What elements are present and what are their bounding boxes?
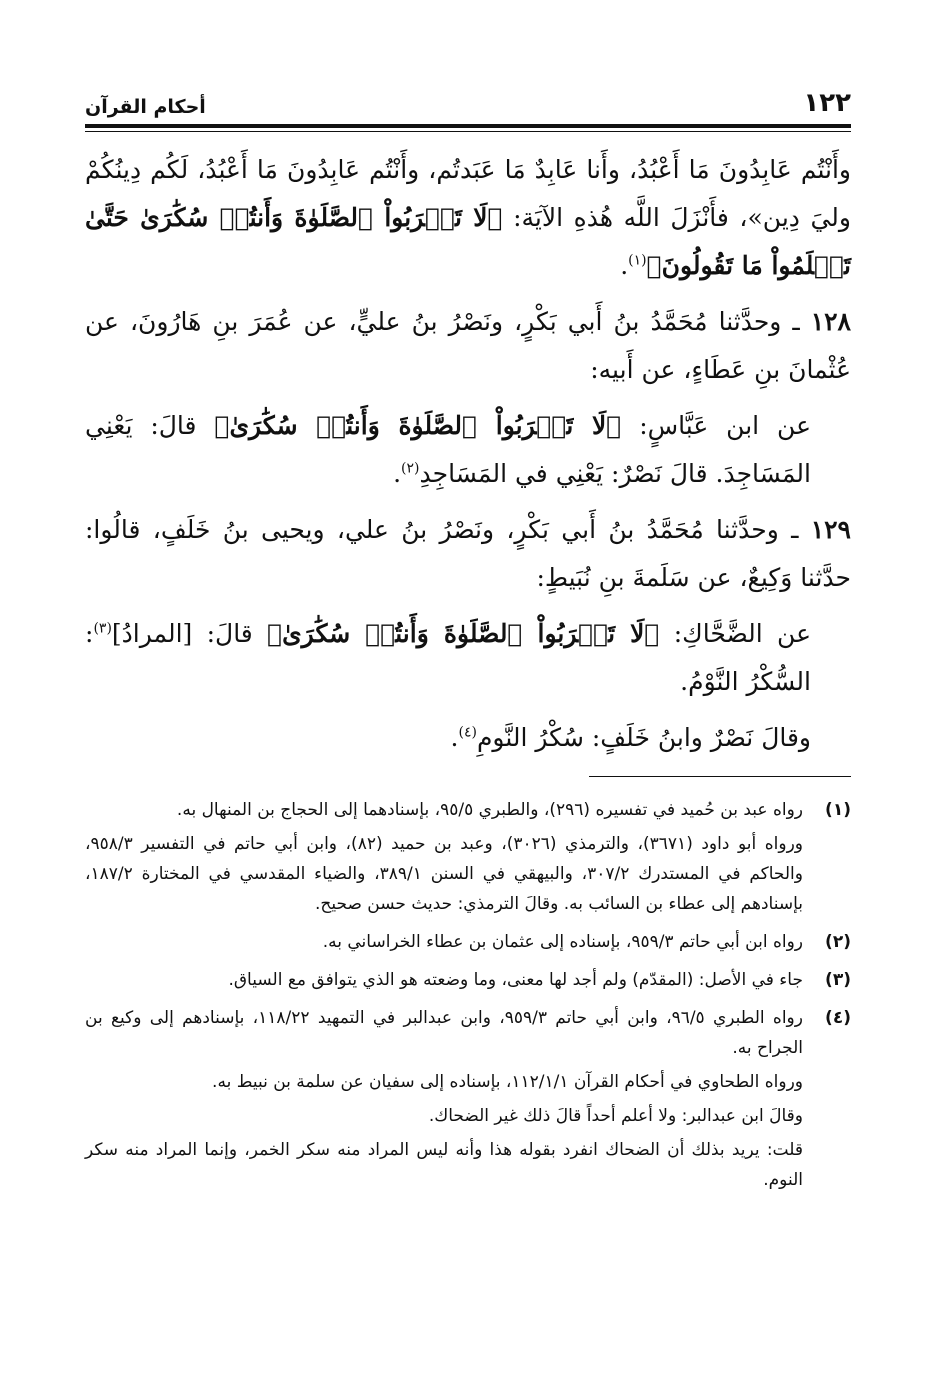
narration-129-text — [85, 610, 851, 706]
footnote — [85, 927, 851, 961]
matn-text: عن الضَّحَّاكِ: — [673, 619, 811, 648]
matn-text: عن ابن عَبَّاسٍ: — [639, 411, 811, 440]
quran-verse: ﴿لَا تَقۡرَبُواْ ٱلصَّلَوٰةَ وَأَنتُمۡ سُكَٰرَىٰ حَتَّىٰ تَعۡلَمُواْ مَا تَقُولُونَ﴾ — [85, 203, 851, 280]
paragraph-continuation — [85, 146, 851, 290]
narration-128-header — [85, 298, 851, 394]
paragraph-end: . — [450, 723, 459, 752]
footnotes — [85, 795, 851, 1199]
book-page — [85, 78, 851, 1203]
book-title: أحكام القرآن — [85, 96, 206, 118]
footnote-ref: (٤) — [458, 724, 477, 741]
footnote-body — [85, 795, 803, 923]
footnote-number: (٣) — [825, 970, 851, 990]
footnote-ref: (٣) — [93, 620, 112, 637]
quran-verse: ﴿لَا تَقۡرَبُواْ ٱلصَّلَوٰةَ وَأَنتُمۡ سُكَٰرَىٰ﴾ — [214, 411, 622, 440]
matn-text: وقالَ نَصْرٌ وابنُ خَلَفٍ: سُكْرُ النَّومِ — [476, 723, 811, 752]
matn-text: قالَ: يَعْنِي المَسَاجِدَ. قالَ نَصْرٌ: يَعْنِي في المَسَاجِدِ — [85, 411, 811, 488]
narration-number: ١٢٩ — [810, 515, 851, 544]
matn-text: قالَ: [المرادُ] — [111, 619, 253, 648]
footnote-body — [85, 1003, 803, 1199]
running-head — [85, 78, 851, 118]
footnote-body — [85, 965, 803, 999]
footnote-ref: (١) — [628, 252, 647, 269]
footnote — [85, 965, 851, 999]
header-rule-thin — [85, 131, 851, 132]
narration-128-text — [85, 402, 851, 498]
footnote-text: رواه عبد بن حُميد في تفسيره (٢٩٦)، والطبري ٩٥/٥، بإسنادهما إلى الحجاج بن المنهال به. — [176, 800, 803, 820]
isnad-text: ـ وحدَّثنا مُحَمَّدُ بنُ أَبي بَكْرٍ، ونَصْرُ بنُ عليٍّ، عن عُمَرَ بنِ هَارُونَ، عن عُثْمانَ بنِ عَطَاءٍ، عن أَبيه: — [85, 307, 851, 384]
paragraph-text: وأَنْتُم عَابِدُونَ مَا أَعْبُدُ، وأَنا عَابِدٌ مَا عَبَدتُم، وأَنْتُم عَابِدُونَ مَا أَعْبُدُ، لَكُم دِينُكُمْ وليَ دِين»، فأَنْزَلَ اللَّه هُذهِ الآيَة: — [85, 155, 851, 232]
closing-paragraph — [85, 714, 851, 762]
footnote-ref: (٢) — [401, 460, 420, 477]
main-text — [85, 146, 851, 762]
header-rule-thick — [85, 124, 851, 128]
footnote — [85, 1003, 851, 1199]
isnad-text: ـ وحدَّثنا مُحَمَّدُ بنُ أَبي بَكْرٍ، ونَصْرُ بنُ علي، ويحيى بنُ خَلَفٍ، قالُوا: حدَّثنا وَكِيعٌ، عن سَلَمةَ بنِ نُبَيطٍ: — [85, 515, 851, 592]
footnote-number: (٢) — [825, 932, 851, 952]
page-number: ١٢٢ — [803, 88, 851, 118]
narration-number: ١٢٨ — [810, 307, 851, 336]
footnote-text: جاء في الأصل: (المقدّم) ولم أجد لها معنى، وما وضعته هو الذي يتوافق مع السياق. — [228, 970, 803, 990]
footnote-text: ورواه الطحاوي في أحكام القرآن ١١٢/١/١، بإسناده إلى سفيان عن سلمة بن نبيط به. — [212, 1072, 803, 1092]
paragraph-end: . — [620, 251, 629, 280]
footnote-text: رواه الطبري ٩٦/٥، وابن أبي حاتم ٩٥٩/٣، وابن عبدالبر في التمهيد ١١٨/٢٢، بإسنادهم إلى وكيع بن الجراح به. — [85, 1008, 803, 1058]
quran-verse: ﴿لَا تَقۡرَبُواْ ٱلصَّلَوٰةَ وَأَنتُمۡ سُكَٰرَىٰ﴾ — [267, 619, 660, 648]
footnote-text: رواه ابن أبي حاتم ٩٥٩/٣، بإسناده إلى عثمان بن عطاء الخراساني به. — [322, 932, 803, 952]
footnote-body — [85, 927, 803, 961]
footnote-number: (١) — [825, 800, 851, 820]
paragraph-end: . — [393, 459, 402, 488]
matn-text: : السُّكْرُ النَّوْمُ. — [85, 619, 811, 696]
footnote-number: (٤) — [825, 1008, 851, 1028]
footnote — [85, 795, 851, 923]
narration-129-header — [85, 506, 851, 602]
footnote-text: ورواه أبو داود (٣٦٧١)، والترمذي (٣٠٢٦)، وعبد بن حميد (٨٢)، وابن أبي حاتم في التفسير ٩٥٨/٣، والحاكم في المستدرك ٣٠٧/٢، والبيهقي في السنن ٣٨٩/١، والضياء المقدسي في المختارة ١٨٧/٢، بإسنادهم إلى عطاء بن السائب به. وقالَ الترمذي: حديث حسن صحيح. — [85, 834, 803, 914]
footnote-separator — [589, 776, 851, 777]
footnote-text: وقالَ ابن عبدالبر: ولا أعلم أحداً قالَ ذلك غير الضحاك. — [428, 1106, 803, 1126]
footnote-text: قلت: يريد بذلك أن الضحاك انفرد بقوله هذا وأنه ليس المراد منه سكر الخمر، وإنما المراد منه سكر النوم. — [85, 1140, 803, 1190]
